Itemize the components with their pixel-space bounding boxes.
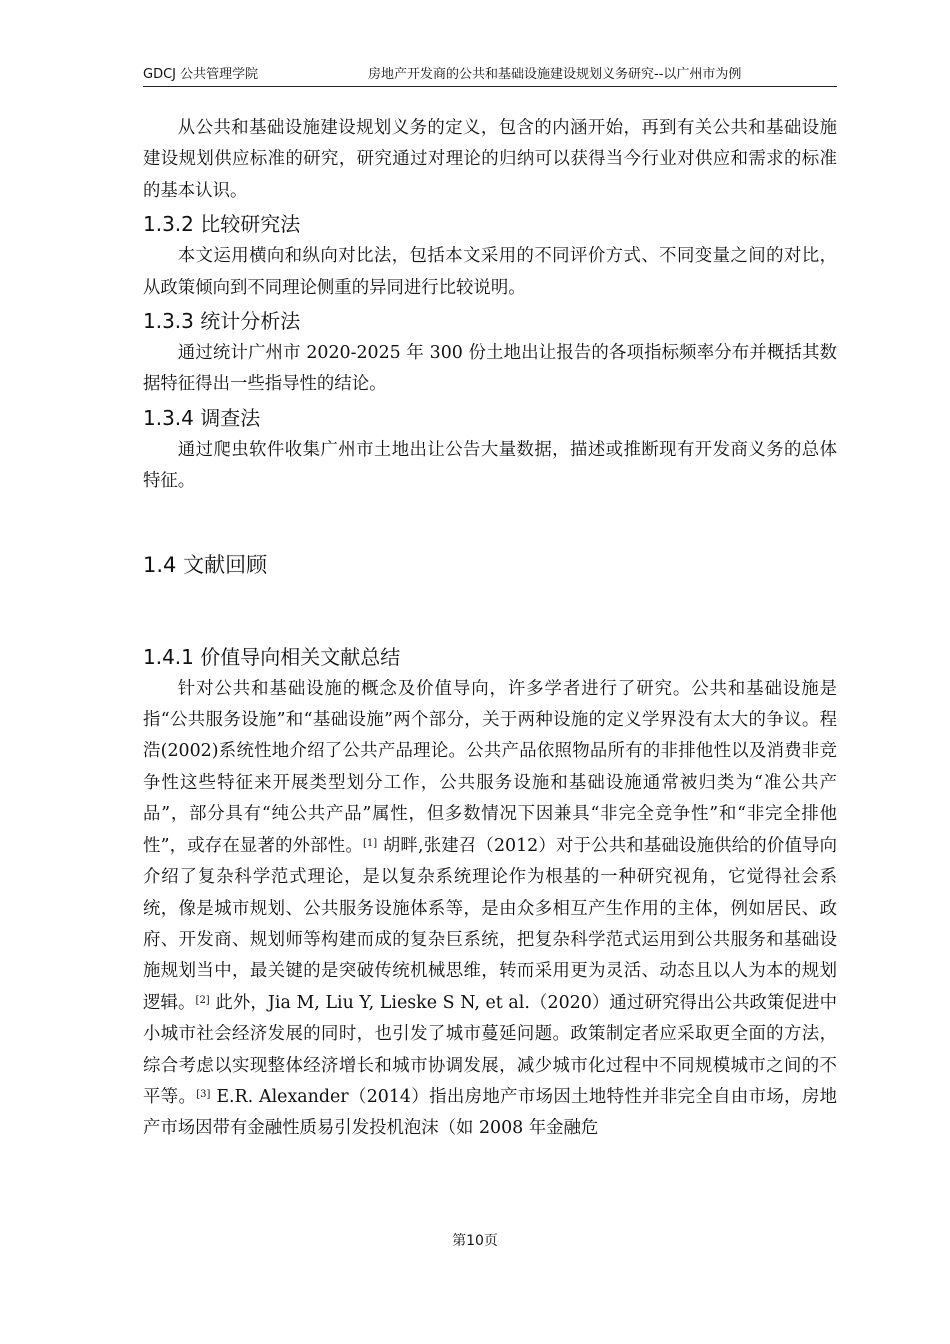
paragraph-1-4-1 xyxy=(143,674,837,1145)
paragraph-text: 此外，Jia M, Liu Y, Lieske S N, et al.（2020）通过研究得出公共政策促进中小城市社会经济发展的同时，也引发了城市蔓延问题。政策制定者应采取更全面的方法，综合考虑以实现整体经济增长和城市协调发展，减少城市化过程中不同规模城市之间的不平等。 xyxy=(143,992,837,1107)
heading-1-3-2: 1.3.2 比较研究法 xyxy=(143,212,301,237)
citation-ref-3[interactable]: [3] xyxy=(196,1088,211,1100)
heading-1-3-4: 1.3.4 调查法 xyxy=(143,405,261,430)
header-institution: GDCJ 公共管理学院 xyxy=(143,67,259,82)
heading-1-4: 1.4 文献回顾 xyxy=(143,552,268,577)
heading-1-4-1: 1.4.1 价值导向相关文献总结 xyxy=(143,644,401,669)
paragraph-text: E.R. Alexander（2014）指出房地产市场因土地特性并非完全自由市场，房地产市场因带有金融性质易引发投机泡沫（如 2008 年金融危 xyxy=(143,1086,837,1139)
paragraph-text: 针对公共和基础设施的概念及价值导向，许多学者进行了研究。公共和基础设施是指“公共服务设施”和“基础设施”两个部分，关于两种设施的定义学界没有太大的争议。程浩(2002)系统性地介绍了公共产品理论。公共产品依照物品所有的非排他性以及消费非竞争性这些特征来开展类型划分工作，公共服务设施和基础设施通常被归类为“准公共产品”，部分具有“纯公共产品”属性，但多数情况下因兼具“非完全竞争性”和“非完全排他性”，或存在显著的外部性。 xyxy=(143,678,837,856)
citation-ref-2[interactable]: [2] xyxy=(195,994,210,1006)
spacer xyxy=(143,582,837,640)
paragraph-text: 胡畔,张建召（2012）对于公共和基础设施供给的价值导向介绍了复杂科学范式理论，是以复杂系统理论作为根基的一种研究视角，它觉得社会系统，像是城市规划、公共服务设施体系等，是由众多相互产生作用的主体，例如居民、政府、开发商、规划师等构建而成的复杂巨系统，把复杂科学范式运用到公共服务和基础设施规划当中，最关键的是突破传统机械思维，转而采用更为灵活、动态且以人为本的规划逻辑。 xyxy=(143,835,837,1013)
citation-ref-1[interactable]: [1] xyxy=(362,837,378,849)
paragraph-1-3-2: 本文运用横向和纵向对比法，包括本文采用的不同评价方式、不同变量之间的对比，从政策倾向到不同理论侧重的异同进行比较说明。 xyxy=(143,246,837,298)
page-body xyxy=(143,113,837,1145)
paragraph-1-3-4: 通过爬虫软件收集广州市土地出让公告大量数据，描述或推断现有开发商义务的总体特征。 xyxy=(143,439,837,492)
paragraph-1-3-3: 通过统计广州市 2020-2025 年 300 份土地出让报告的各项指标频率分布并概括其数据特征得出一些指导性的结论。 xyxy=(143,343,837,395)
spacer xyxy=(143,498,837,548)
heading-1-3-3: 1.3.3 统计分析法 xyxy=(143,309,301,334)
header-paper-title: 房地产开发商的公共和基础设施建设规划义务研究--以广州市为例 xyxy=(368,67,742,82)
page-number: 第10页 xyxy=(452,1233,498,1249)
page-header xyxy=(143,66,837,87)
intro-paragraph: 从公共和基础设施建设规划义务的定义，包含的内涵开始，再到有关公共和基础设施建设规划供应标准的研究，研究通过对理论的归纳可以获得当今行业对供应和需求的标准的基本认识。 xyxy=(143,118,837,201)
